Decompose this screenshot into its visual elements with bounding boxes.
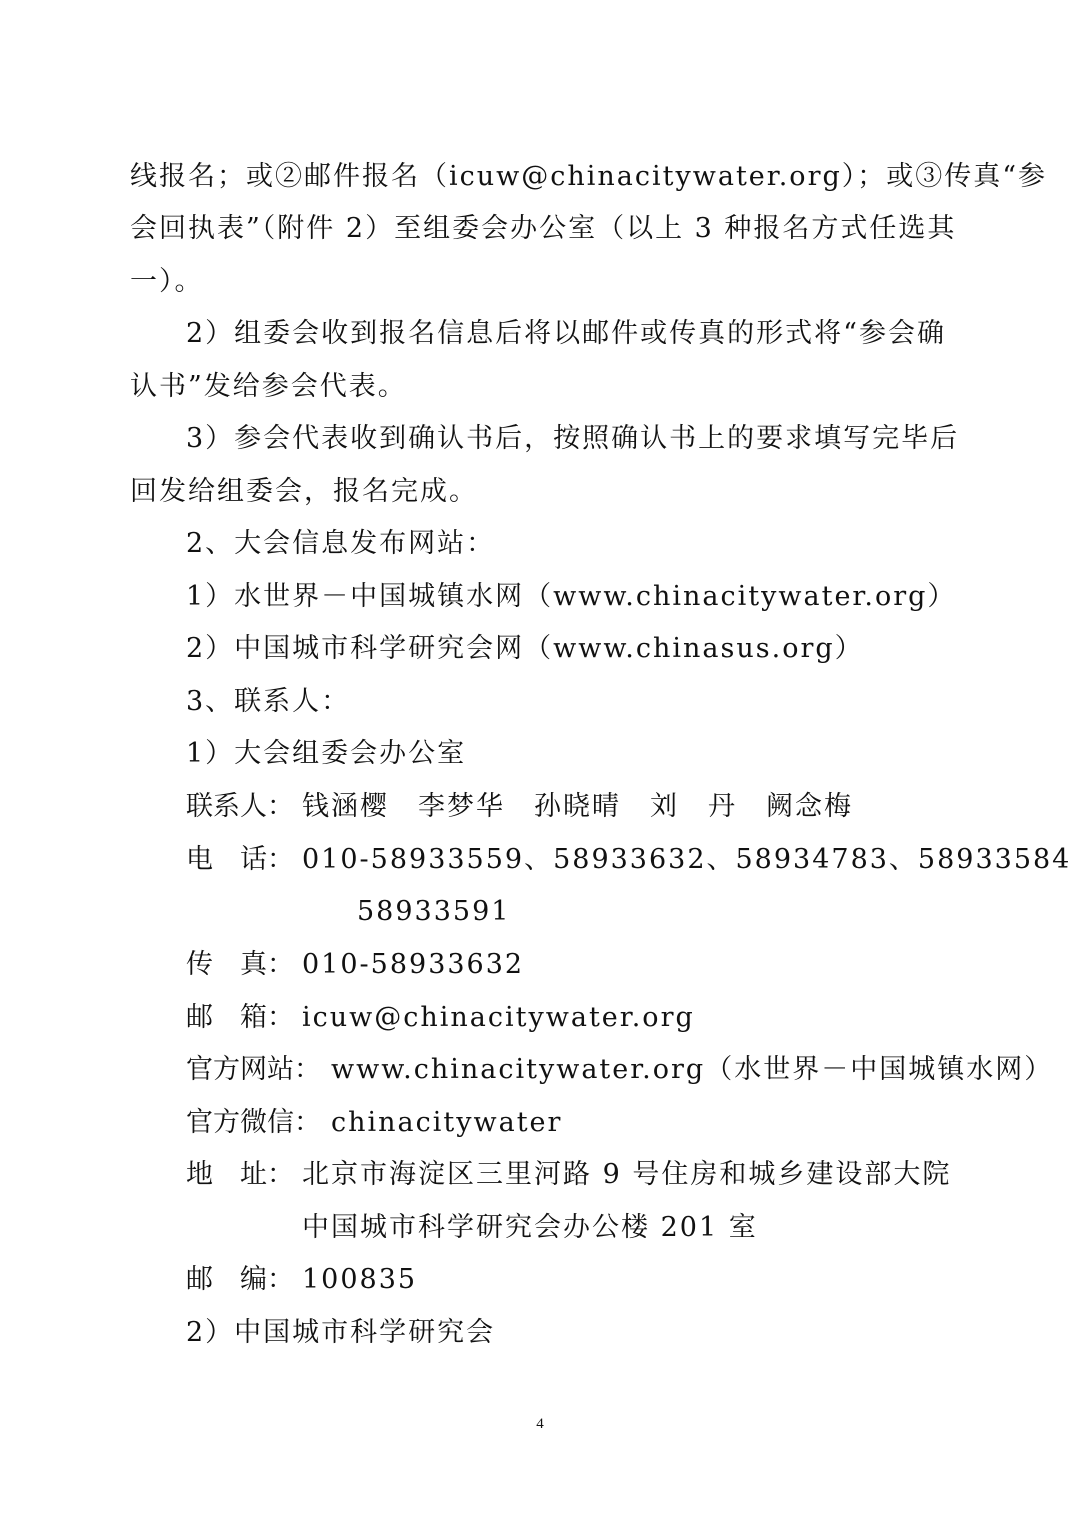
registration-line-1: 线报名；或②邮件报名（icuw@chinacitywater.org）；或③传真“参 [130, 161, 1048, 192]
registration-line-2: 会回执表”（附件 2）至组委会办公室（以上 3 种报名方式任选其 [130, 213, 957, 244]
email-value: icuw@chinacitywater.org [302, 1002, 695, 1033]
websites-heading: 2、大会信息发布网站： [186, 528, 496, 559]
step-2-line-1: 2）组委会收到报名信息后将以邮件或传真的形式将“参会确 [186, 318, 946, 349]
address-row [186, 1155, 951, 1195]
step-3-line-2: 回发给组委会，报名完成。 [130, 476, 478, 507]
website-item-2: 2）中国城市科学研究会网（www.chinasus.org） [186, 633, 864, 664]
email-row [186, 998, 695, 1038]
phone-row [186, 840, 1071, 880]
email-label: 邮 箱： [186, 1002, 294, 1033]
postcode-label: 邮 编： [186, 1264, 294, 1295]
step-3-line-1: 3）参会代表收到确认书后，按照确认书上的要求填写完毕后 [186, 423, 960, 454]
contact-people-row [186, 787, 853, 827]
address-value-2: 中国城市科学研究会办公楼 201 室 [302, 1212, 758, 1243]
website-label: 官方网站： [186, 1054, 321, 1085]
wechat-row [186, 1103, 562, 1143]
website-item-1: 1）水世界－中国城镇水网（www.chinacitywater.org） [186, 581, 957, 612]
fax-value: 010-58933632 [302, 949, 525, 980]
postcode-value: 100835 [302, 1264, 418, 1295]
phone-label: 电 话： [186, 844, 294, 875]
registration-line-3: 一）。 [130, 266, 204, 297]
fax-label: 传 真： [186, 949, 294, 980]
postcode-row [186, 1260, 417, 1300]
contact-people-value: 钱涵樱 李梦华 孙晓晴 刘 丹 阙念梅 [302, 791, 853, 822]
fax-row [186, 945, 524, 985]
address-label: 地 址： [186, 1159, 294, 1190]
page-number: 4 [536, 1416, 544, 1432]
second-organization: 2）中国城市科学研究会 [186, 1317, 496, 1348]
address-value-1: 北京市海淀区三里河路 9 号住房和城乡建设部大院 [302, 1159, 952, 1190]
wechat-label: 官方微信： [186, 1107, 321, 1138]
wechat-value: chinacitywater [331, 1107, 563, 1138]
contacts-heading: 3、联系人： [186, 686, 351, 717]
step-2-line-2: 认书”发给参会代表。 [130, 371, 407, 402]
website-value: www.chinacitywater.org（水世界－中国城镇水网） [331, 1054, 1054, 1085]
phone-value-1: 010-58933559、58933632、58934783、58933584 [302, 844, 1072, 875]
office-title: 1）大会组委会办公室 [186, 738, 467, 769]
contact-people-label: 联系人： [186, 791, 294, 822]
phone-value-2: 58933591 [357, 896, 511, 927]
website-row [186, 1050, 1053, 1090]
